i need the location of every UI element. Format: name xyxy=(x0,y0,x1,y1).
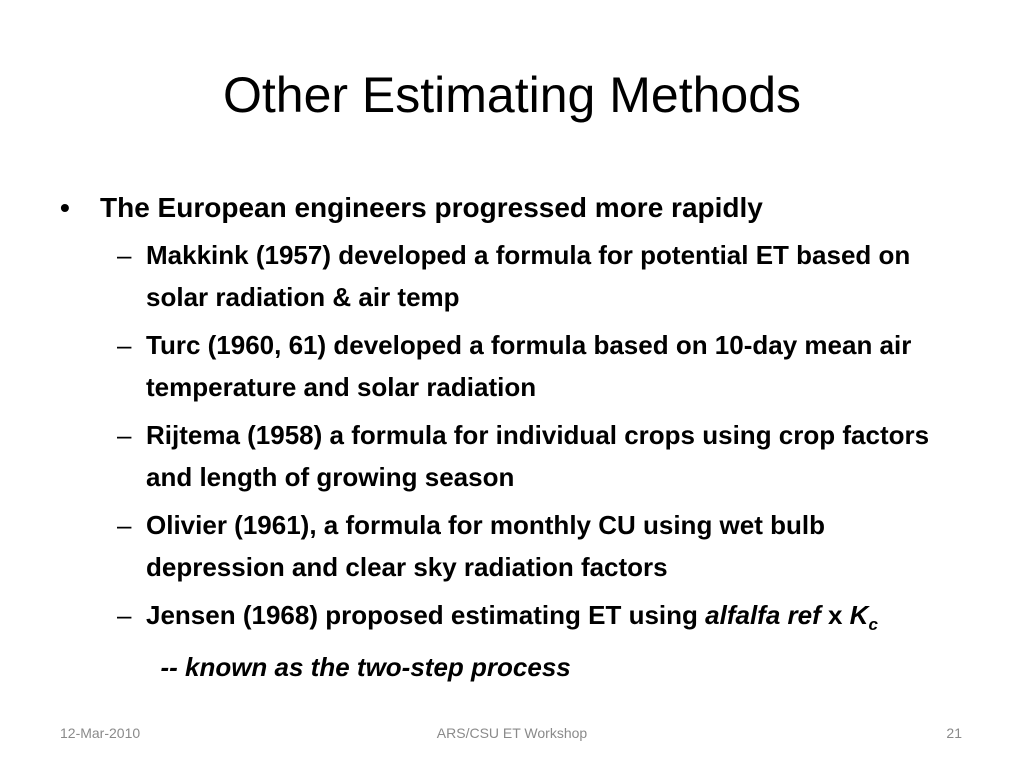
k-subscript: c xyxy=(868,615,878,635)
bullet-icon: • xyxy=(60,192,70,223)
main-bullet-text: The European engineers progressed more rapidly xyxy=(100,192,763,223)
dash-icon: – xyxy=(117,240,132,270)
sub-bullet-text: Olivier (1961), a formula for monthly CU using wet bulb depression and clear sky radiation factors xyxy=(146,510,825,582)
sub-bullet-rijtema xyxy=(117,414,970,498)
slide-body xyxy=(60,188,970,694)
dash-icon: – xyxy=(117,600,132,630)
jensen-prefix: Jensen (1968) proposed estimating ET using xyxy=(146,600,706,630)
sub-bullet-jensen xyxy=(117,594,970,688)
dash-icon: – xyxy=(117,330,132,360)
k-symbol: K xyxy=(849,600,869,630)
two-step-text: -- known as the two-step process xyxy=(146,652,571,683)
sub-bullet-turc xyxy=(117,324,970,408)
sub-bullet-text: Rijtema (1958) a formula for individual crops using crop factors and length of growing season xyxy=(146,420,930,492)
page-number: 21 xyxy=(946,725,962,741)
dash-icon: – xyxy=(117,420,132,450)
alfalfa-ref-text: alfalfa ref xyxy=(705,600,821,630)
dash-icon: – xyxy=(117,510,132,540)
footer-title: ARS/CSU ET Workshop xyxy=(436,725,588,741)
sub-bullet-olivier xyxy=(117,504,970,588)
main-bullet xyxy=(60,188,970,228)
footer-date: 12-Mar-2010 xyxy=(60,725,141,741)
times-text: x xyxy=(820,600,850,630)
sub-bullet-text: Turc (1960, 61) developed a formula based on 10-day mean air temperature and solar radiation xyxy=(146,330,912,402)
sub-bullet-makkink xyxy=(117,234,970,318)
sub-bullet-text: Makkink (1957) developed a formula for potential ET based on solar radiation & air temp xyxy=(146,240,911,312)
slide-title: Other Estimating Methods xyxy=(222,67,802,123)
